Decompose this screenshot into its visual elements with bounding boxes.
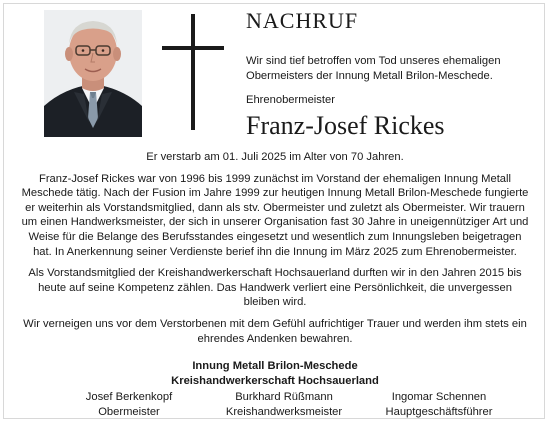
kreishandwerkerschaft-paragraph: Als Vorstandsmitglied der Kreishandwerkerschaft Hochsauerland durften wir in den Jahren 2015 bis heute auf seine Kompetenz zählen. Das Handwerk verliert eine Persönlichkeit, die unvergessen bleiben wird.: [28, 267, 522, 309]
signatory-role: Kreishandwerksmeister: [225, 405, 343, 418]
deceased-name: Franz-Josef Rickes: [246, 111, 445, 140]
notice-body: [20, 150, 530, 353]
condolence-paragraph: Wir verneigen uns vor dem Verstorbenen mit dem Gefühl aufrichtiger Trauer und werden ihm stets ein ehrendes Andenken bewahren.: [23, 317, 527, 345]
signatory-name: Burkhard Rüßmann: [235, 391, 333, 403]
portrait-photo: [44, 10, 142, 137]
organization-name: Innung Metall Brilon-Meschede: [192, 360, 358, 372]
notice-title: NACHRUF: [246, 8, 359, 33]
signatory-name: Ingomar Schennen: [391, 391, 487, 403]
signatories: [54, 390, 514, 419]
signatory: [364, 390, 514, 419]
organization-name: Kreishandwerkerschaft Hochsauerland: [171, 374, 379, 387]
death-date-paragraph: Er verstarb am 01. Juli 2025 im Alter von 70 Jahren.: [146, 151, 404, 163]
honorific-label: Ehrenobermeister: [246, 94, 335, 106]
signatory-name: Josef Berkenkopf: [85, 391, 173, 403]
cross-symbol: [162, 14, 224, 130]
career-paragraph: Franz-Josef Rickes war von 1996 bis 1999 zunächst im Vorstand der ehemaligen Innung Metall Meschede tätig. Nach der Fusion im Jahre 1999 zur heutigen Innung Metall Brilon-Meschede fungierte er weiterhin als Vorstandsmitglied, dann als stv. Obermeister und zuletzt als Obermeister. Wir trauern um einen Handwerksmeister, der sich in unserer Organisation fast 30 Jahre in uneigennütziger Art und Weise für die Belange des Berufsstandes eingesetzt und wesentlich zum Innungsleben beigetragen hat. In Anerkennung seiner Verdienste berief ihn die Innung im März 2025 zum Ehrenobermeister.: [21, 172, 529, 258]
signatory: [209, 390, 359, 419]
intro-text: Wir sind tief betroffen vom Tod unseres ehemaligen Obermeisters der Innung Metall Brilon-Meschede.: [246, 55, 501, 82]
organizations: [20, 359, 530, 388]
signatory-role: Obermeister: [98, 405, 160, 418]
signatory: [54, 390, 204, 419]
portrait-image: [44, 10, 142, 137]
signatory-role: Hauptgeschäftsführer: [385, 405, 493, 418]
